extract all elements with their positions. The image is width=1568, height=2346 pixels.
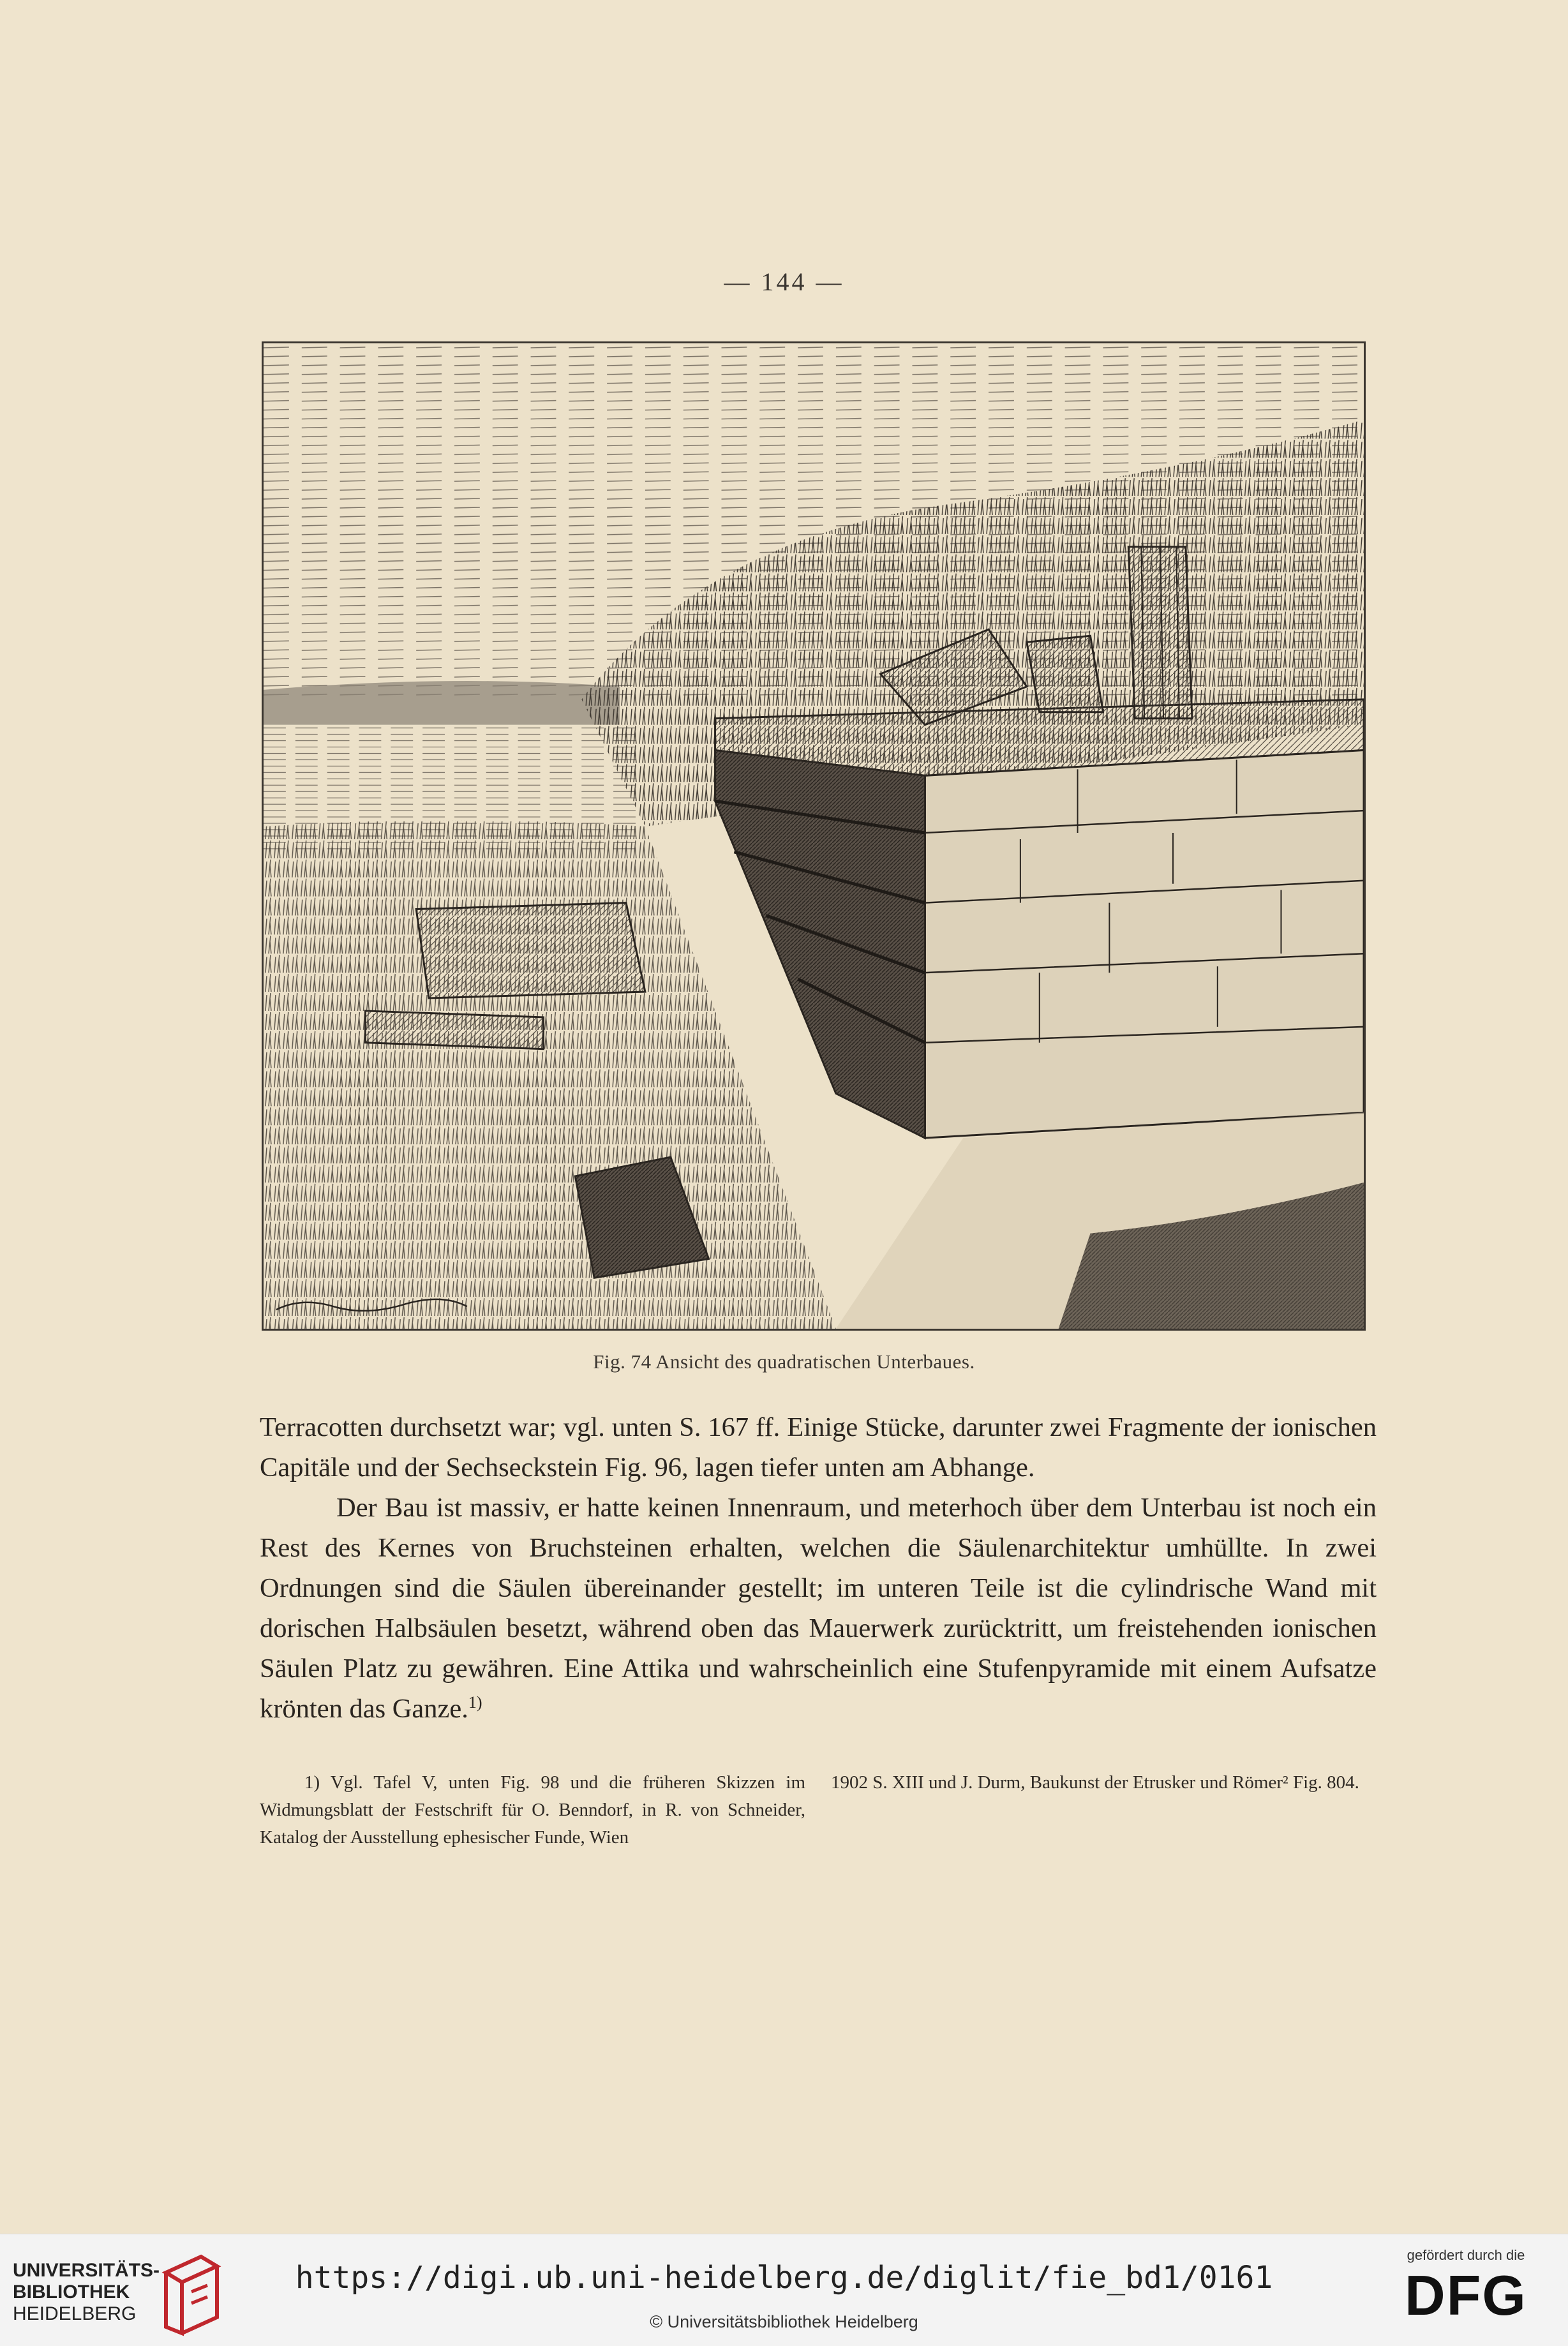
- ruin-engraving: [264, 343, 1364, 1329]
- paragraph-1: Terracotten durchsetzt war; vgl. unten S. 167 ff. Einige Stücke, darunter zwei Fragmente der ionischen Capitäle und der Sechseckstein Fig. 96, lagen tiefer unten am Abhange.: [260, 1412, 1377, 1483]
- paragraph-2-text: Der Bau ist massiv, er hatte keinen Innenraum, und meterhoch über dem Unterbau ist noch ein Rest des Kernes von Bruchsteinen erhalten, welchen die Säulenarchitektur umhüllte. In zwei Ordnungen sind die Säulen übereinander gestellt; im unteren Teile ist die cylindrische Wand mit dorischen Halbsäulen besetzt, während oben das Mauerwerk zurücktritt, um freistehenden ionischen Säulen Platz zu gewähren. Eine Attika und wahrscheinlich eine Stufenpyramide mit einem Aufsatze krönten das Ganze.: [260, 1493, 1377, 1724]
- permalink-url[interactable]: https://digi.ub.uni-heidelberg.de/diglit/fie_bd1/0161: [295, 2260, 1273, 2296]
- dfg-funded-by: gefördert durch die: [1407, 2247, 1525, 2263]
- dfg-mark: DFG: [1405, 2264, 1527, 2327]
- paragraph-2: [260, 1488, 1377, 1729]
- footnote-right-column: 1902 S. XIII und J. Durm, Baukunst der Etrusker und Römer² Fig. 804.: [831, 1772, 1359, 1793]
- library-name-line1: UNIVERSITÄTS-: [13, 2260, 160, 2281]
- copyright-notice: © Universitätsbibliothek Heidelberg: [650, 2312, 918, 2331]
- dfg-logo[interactable]: [1383, 2247, 1549, 2327]
- body-text: [260, 1407, 1377, 1729]
- page-number: — 144 —: [724, 267, 844, 296]
- figure-caption: Fig. 74 Ansicht des quadratischen Unterbaues.: [593, 1350, 975, 1373]
- viewer-footer: [0, 2234, 1568, 2346]
- footnotes: [260, 1769, 1377, 1851]
- figure-illustration: [262, 341, 1366, 1331]
- library-name-line3: HEIDELBERG: [13, 2303, 137, 2324]
- library-name-line2: BIBLIOTHEK: [13, 2282, 130, 2303]
- footnote-reference: 1): [468, 1692, 482, 1712]
- footnote-left-column: 1) Vgl. Tafel V, unten Fig. 98 und die früheren Skizzen im Widmungsblatt der Festschrift für O. Benndorf, in R. von Schneider, Katalog der Ausstellung ephesischer Funde, Wien: [260, 1772, 805, 1848]
